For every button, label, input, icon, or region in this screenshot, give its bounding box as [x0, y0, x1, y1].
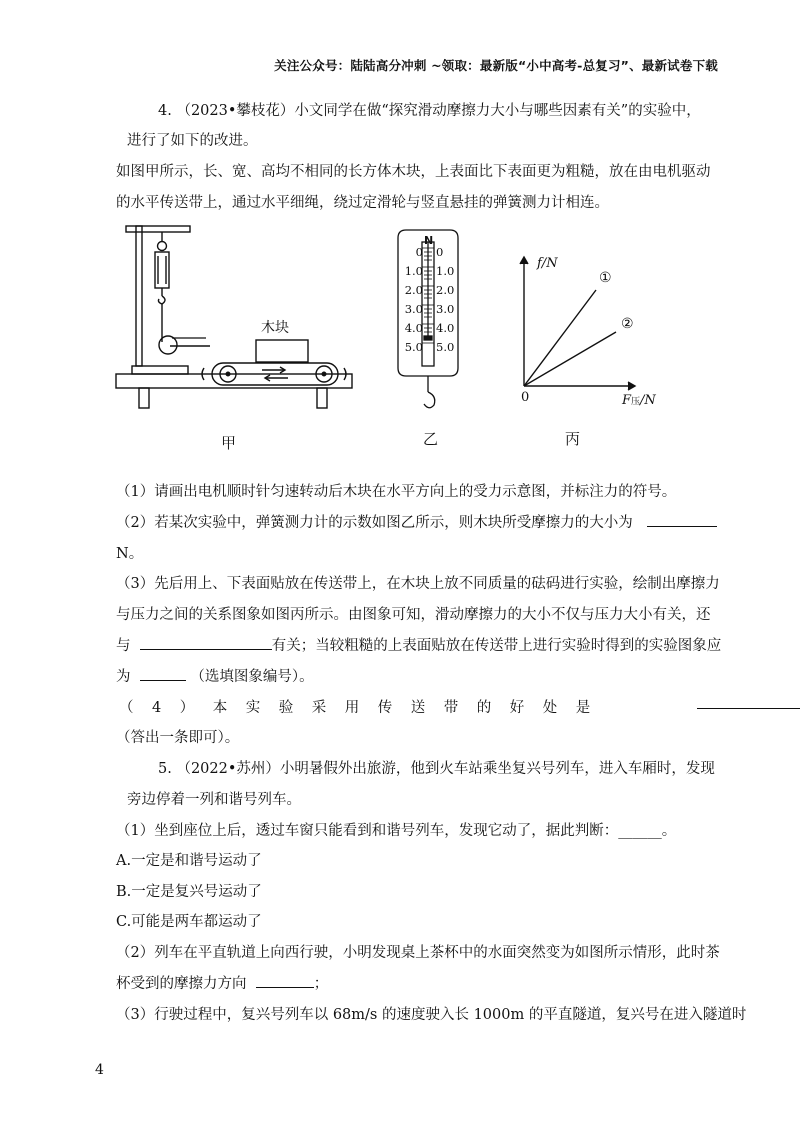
q5-stem-line1: 5. （2022•苏州）小明暑假外出旅游，他到火车站乘坐复兴号列车，进入车厢时，发现	[158, 761, 715, 777]
scale-unit: N	[424, 234, 434, 247]
scale-left-tick: 0	[415, 245, 423, 259]
q4-part3-line4	[116, 665, 314, 686]
answer-blank[interactable]	[140, 635, 272, 650]
q4-part4: （4）本实验采用传送带的好处是	[119, 700, 609, 716]
scale-right-ticks	[436, 243, 464, 357]
scale-left-tick: 2.0	[404, 283, 423, 297]
q4-part2	[116, 511, 717, 532]
q4-part2-unit: N。	[116, 546, 144, 562]
q5-option-b: B.一定是复兴号运动了	[116, 884, 262, 900]
q4-part3-pre2: 为	[116, 669, 131, 685]
scale-left-tick: 5.0	[404, 340, 423, 354]
origin-label: 0	[521, 390, 530, 405]
q4-part3-pre: 与	[116, 638, 131, 654]
q5-part2-line1: （2）列车在平直轨道上向西行驶，小明发现桌上茶杯中的水面突然变为如图所示情形，此时茶	[116, 945, 720, 961]
q5-part3: （3）行驶过程中，复兴号列车以 68m/s 的速度驶入长 1000m 的平直隧道，复兴号在进入隧道时	[116, 1007, 747, 1023]
x-axis-label-prefix: F	[622, 393, 632, 408]
scale-right-tick: 4.0	[436, 321, 455, 335]
figure-bing-caption: 丙	[565, 430, 581, 448]
scale-left-tick: 4.0	[404, 321, 423, 335]
q4-stem-line2: 进行了如下的改进。	[127, 133, 258, 149]
scale-left-tick: 3.0	[404, 302, 423, 316]
scale-right-tick: 2.0	[436, 283, 455, 297]
q5-option-a: A.一定是和谐号运动了	[116, 853, 262, 869]
wood-block	[256, 340, 308, 362]
q4-part3-post: 有关；当较粗糙的上表面贴放在传送带上进行实验时得到的实验图象应	[271, 638, 722, 654]
q4-stem-line1: 4. （2023•攀枝花）小文同学在做“探究滑动摩擦力大小与哪些因素有关”的实验中，	[158, 103, 701, 119]
page-header: 关注公众号：陆陆高分冲刺 ~领取：最新版“小中高考-总复习”、最新试卷下载	[274, 58, 718, 73]
q4-part2-text: （2）若某次实验中，弹簧测力计的示数如图乙所示，则木块所受摩擦力的大小为	[116, 515, 633, 531]
graph-line-2	[524, 332, 616, 386]
answer-blank[interactable]	[256, 973, 314, 988]
wood-block-label: 木块	[261, 320, 289, 336]
scale-right-tick: 0	[436, 245, 444, 259]
scale-right-tick: 1.0	[436, 264, 455, 278]
figure-jia	[112, 222, 362, 417]
q4-part3-line3	[116, 634, 721, 655]
figure-jia-caption: 甲	[221, 434, 237, 452]
scale-left-ticks	[397, 243, 423, 357]
scale-right-tick: 5.0	[436, 340, 455, 354]
q4-part4-end: （答出一条即可）。	[116, 730, 240, 746]
q4-part3-line2: 与压力之间的关系图象如图丙所示。由图象可知，滑动摩擦力的大小不仅与压力大小有关，还	[116, 607, 711, 623]
q4-stem-line4: 的水平传送带上，通过水平细绳，绕过定滑轮与竖直悬挂的弹簧测力计相连。	[116, 195, 609, 211]
answer-blank[interactable]	[697, 694, 800, 709]
answer-blank[interactable]	[647, 512, 717, 527]
q5-part2-text: 杯受到的摩擦力方向	[116, 976, 247, 992]
q4-part3-line1: （3）先后用上、下表面贴放在传送带上，在木块上放不同质量的砝码进行实验，绘制出摩擦力	[116, 576, 720, 592]
q5-stem-line2: 旁边停着一列和谐号列车。	[127, 792, 301, 808]
q5-part1: （1）坐到座位上后，透过车窗只能看到和谐号列车，发现它动了，据此判断：______。	[116, 823, 677, 839]
q4-stem-line3: 如图甲所示，长、宽、高均不相同的长方体木块，上表面比下表面更为粗糙，放在由电机驱动	[116, 164, 711, 180]
x-axis-label-sub: 压	[631, 397, 641, 407]
page-number: 4	[95, 1062, 104, 1078]
figure-yi-caption: 乙	[423, 430, 439, 448]
x-axis-label	[622, 393, 656, 408]
scale-right-tick: 3.0	[436, 302, 455, 316]
line-2-label: ②	[621, 316, 634, 332]
graph-line-1	[524, 290, 596, 386]
q5-part2-end: ；	[313, 976, 329, 992]
answer-blank[interactable]	[140, 666, 186, 681]
scale-left-tick: 1.0	[404, 264, 423, 278]
q4-part1: （1）请画出电机顺时针匀速转动后木块在水平方向上的受力示意图，并标注力的符号。	[116, 484, 677, 500]
y-axis-label: f/N	[537, 256, 558, 271]
q4-part3-post2: （选填图象编号）。	[190, 669, 314, 685]
x-axis-label-suffix: /N	[640, 393, 656, 408]
q5-part2-line2	[116, 972, 328, 993]
q5-option-c: C.可能是两车都运动了	[116, 914, 262, 930]
line-1-label: ①	[599, 270, 612, 286]
